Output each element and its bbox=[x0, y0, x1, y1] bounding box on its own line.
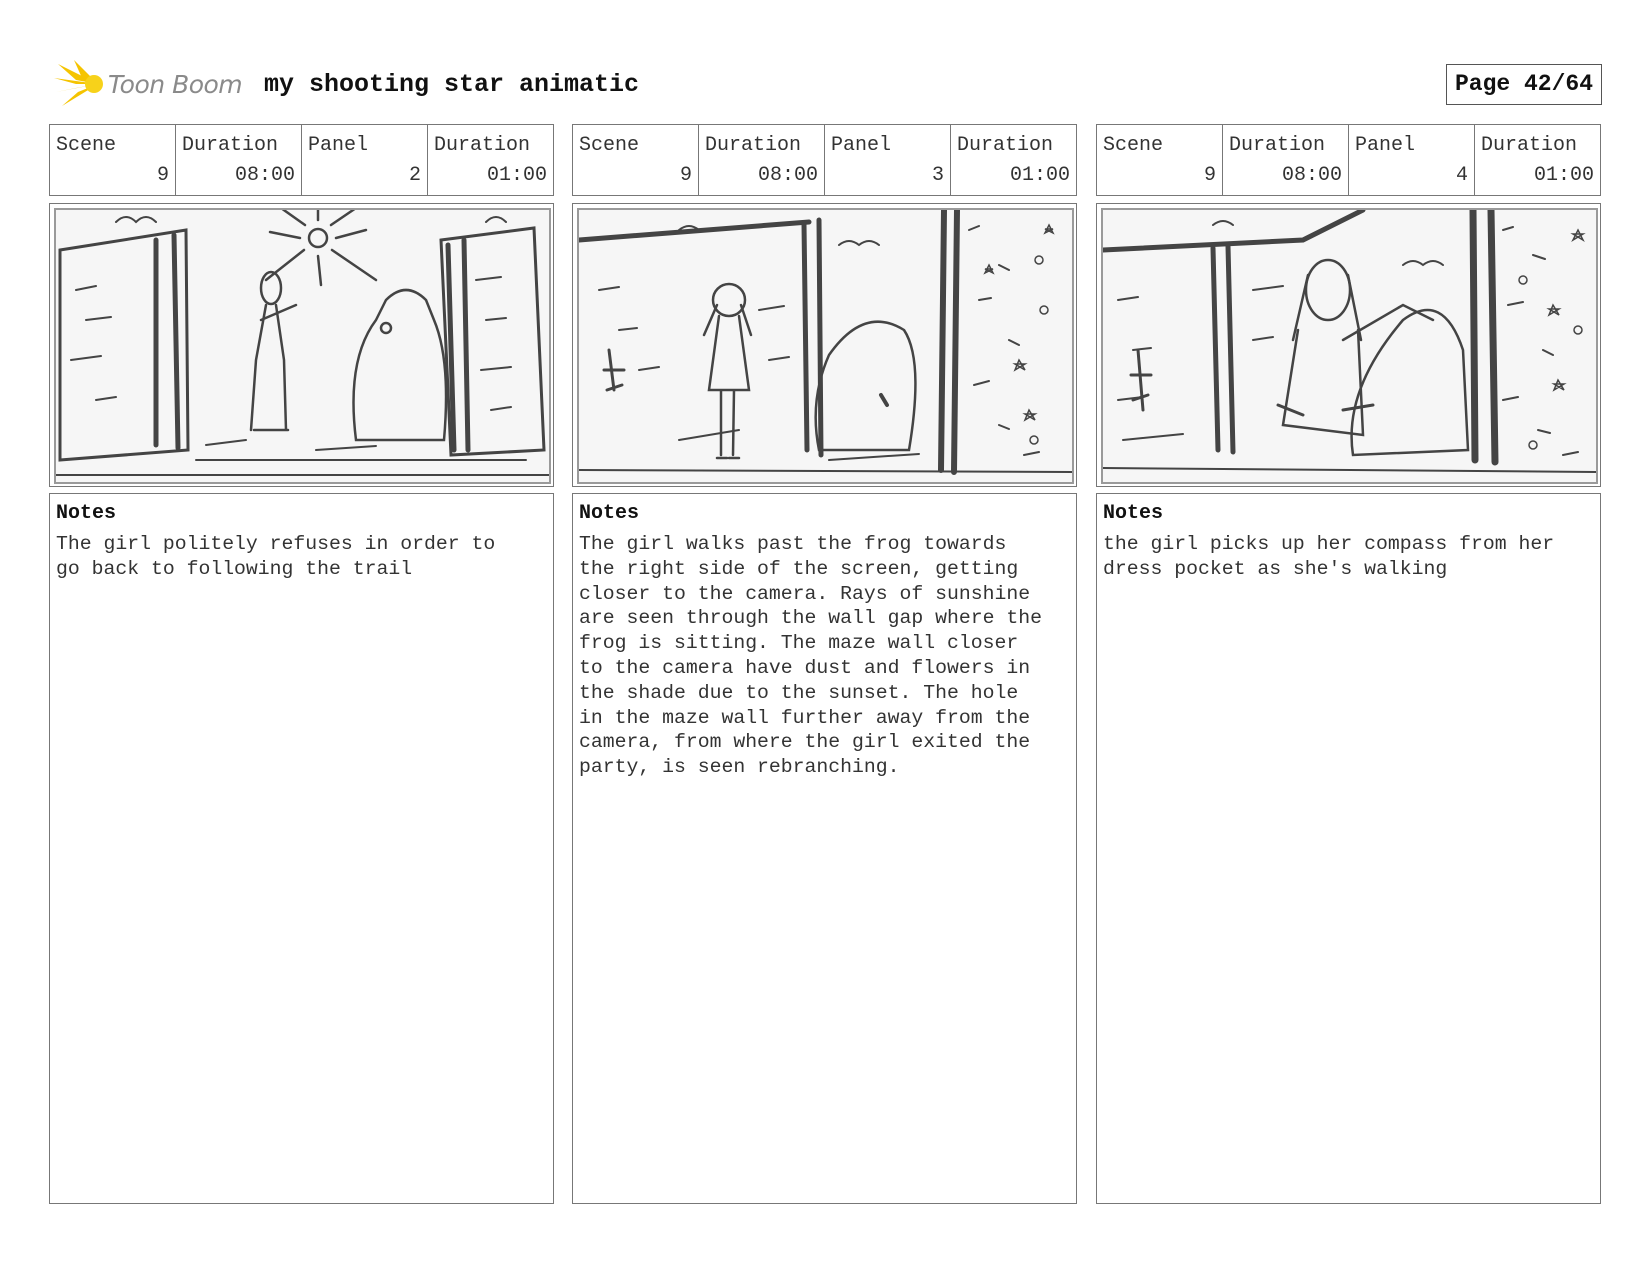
logo-text: Toon Boom bbox=[108, 69, 243, 99]
scene-cell bbox=[1097, 125, 1223, 195]
scene-duration-cell bbox=[176, 125, 302, 195]
scene-duration-label: Duration bbox=[1229, 134, 1326, 157]
notes-text: The girl politely refuses in order to go back to following the trail bbox=[56, 533, 496, 580]
panel-duration-label: Duration bbox=[1481, 134, 1578, 157]
scene-duration-value: 08:00 bbox=[1281, 164, 1342, 187]
panel-duration-label: Duration bbox=[434, 134, 531, 157]
panel-cell bbox=[302, 125, 428, 195]
scene-duration-label: Duration bbox=[705, 134, 802, 157]
panel-cell bbox=[1349, 125, 1475, 195]
panel-label: Panel bbox=[1355, 134, 1416, 157]
scene-duration-cell bbox=[699, 125, 825, 195]
scene-number: 9 bbox=[156, 164, 169, 187]
panel-cell bbox=[825, 125, 951, 195]
notes-box bbox=[572, 493, 1077, 1204]
scene-duration-label: Duration bbox=[182, 134, 279, 157]
panel-duration-cell bbox=[1475, 125, 1600, 195]
notes-label: Notes bbox=[579, 502, 640, 525]
panel-label: Panel bbox=[831, 134, 892, 157]
notes-box bbox=[49, 493, 554, 1204]
notes-text: The girl walks past the frog towards the right side of the screen, getting closer to the camera. Rays of sunshine are seen through the wall gap where the frog is sitting. The maze wall closer to the camera have dust and flowers in the shade due to the sunset. The hole in the maze wall further away from the camera, from where the girl exited the party, is seen rebranching. bbox=[579, 533, 1042, 779]
toon-boom-logo bbox=[54, 58, 242, 110]
storyboard-sketch-image bbox=[577, 208, 1074, 484]
panel-duration-cell bbox=[428, 125, 553, 195]
document-title: my shooting star animatic bbox=[264, 70, 640, 99]
notes-label: Notes bbox=[1103, 502, 1164, 525]
scene-cell bbox=[573, 125, 699, 195]
panel-header bbox=[572, 124, 1077, 196]
scene-label: Scene bbox=[579, 134, 640, 157]
scene-number: 9 bbox=[679, 164, 692, 187]
panel-duration-value: 01:00 bbox=[486, 164, 547, 187]
panel-number: 2 bbox=[408, 164, 421, 187]
storyboard-sketch-image bbox=[1101, 208, 1598, 484]
page-number: Page 42/64 bbox=[1446, 64, 1602, 105]
scene-duration-value: 08:00 bbox=[234, 164, 295, 187]
scene-duration-cell bbox=[1223, 125, 1349, 195]
scene-cell bbox=[50, 125, 176, 195]
panel-header bbox=[1096, 124, 1601, 196]
storyboard-sketch-image bbox=[54, 208, 551, 484]
panel-duration-value: 01:00 bbox=[1533, 164, 1594, 187]
notes-label: Notes bbox=[56, 502, 117, 525]
panel-duration-cell bbox=[951, 125, 1076, 195]
panel-image-frame bbox=[1096, 203, 1601, 487]
panel-duration-label: Duration bbox=[957, 134, 1054, 157]
notes-box bbox=[1096, 493, 1601, 1204]
shooting-star-logo-icon bbox=[54, 58, 106, 110]
scene-label: Scene bbox=[56, 134, 117, 157]
notes-text: the girl picks up her compass from her dress pocket as she's walking bbox=[1103, 533, 1555, 580]
panel-header bbox=[49, 124, 554, 196]
panel-image-frame bbox=[572, 203, 1077, 487]
scene-number: 9 bbox=[1203, 164, 1216, 187]
panel-label: Panel bbox=[308, 134, 369, 157]
panel-number: 3 bbox=[931, 164, 944, 187]
scene-label: Scene bbox=[1103, 134, 1164, 157]
panel-number: 4 bbox=[1455, 164, 1468, 187]
panel-image-frame bbox=[49, 203, 554, 487]
panel-duration-value: 01:00 bbox=[1009, 164, 1070, 187]
scene-duration-value: 08:00 bbox=[757, 164, 818, 187]
